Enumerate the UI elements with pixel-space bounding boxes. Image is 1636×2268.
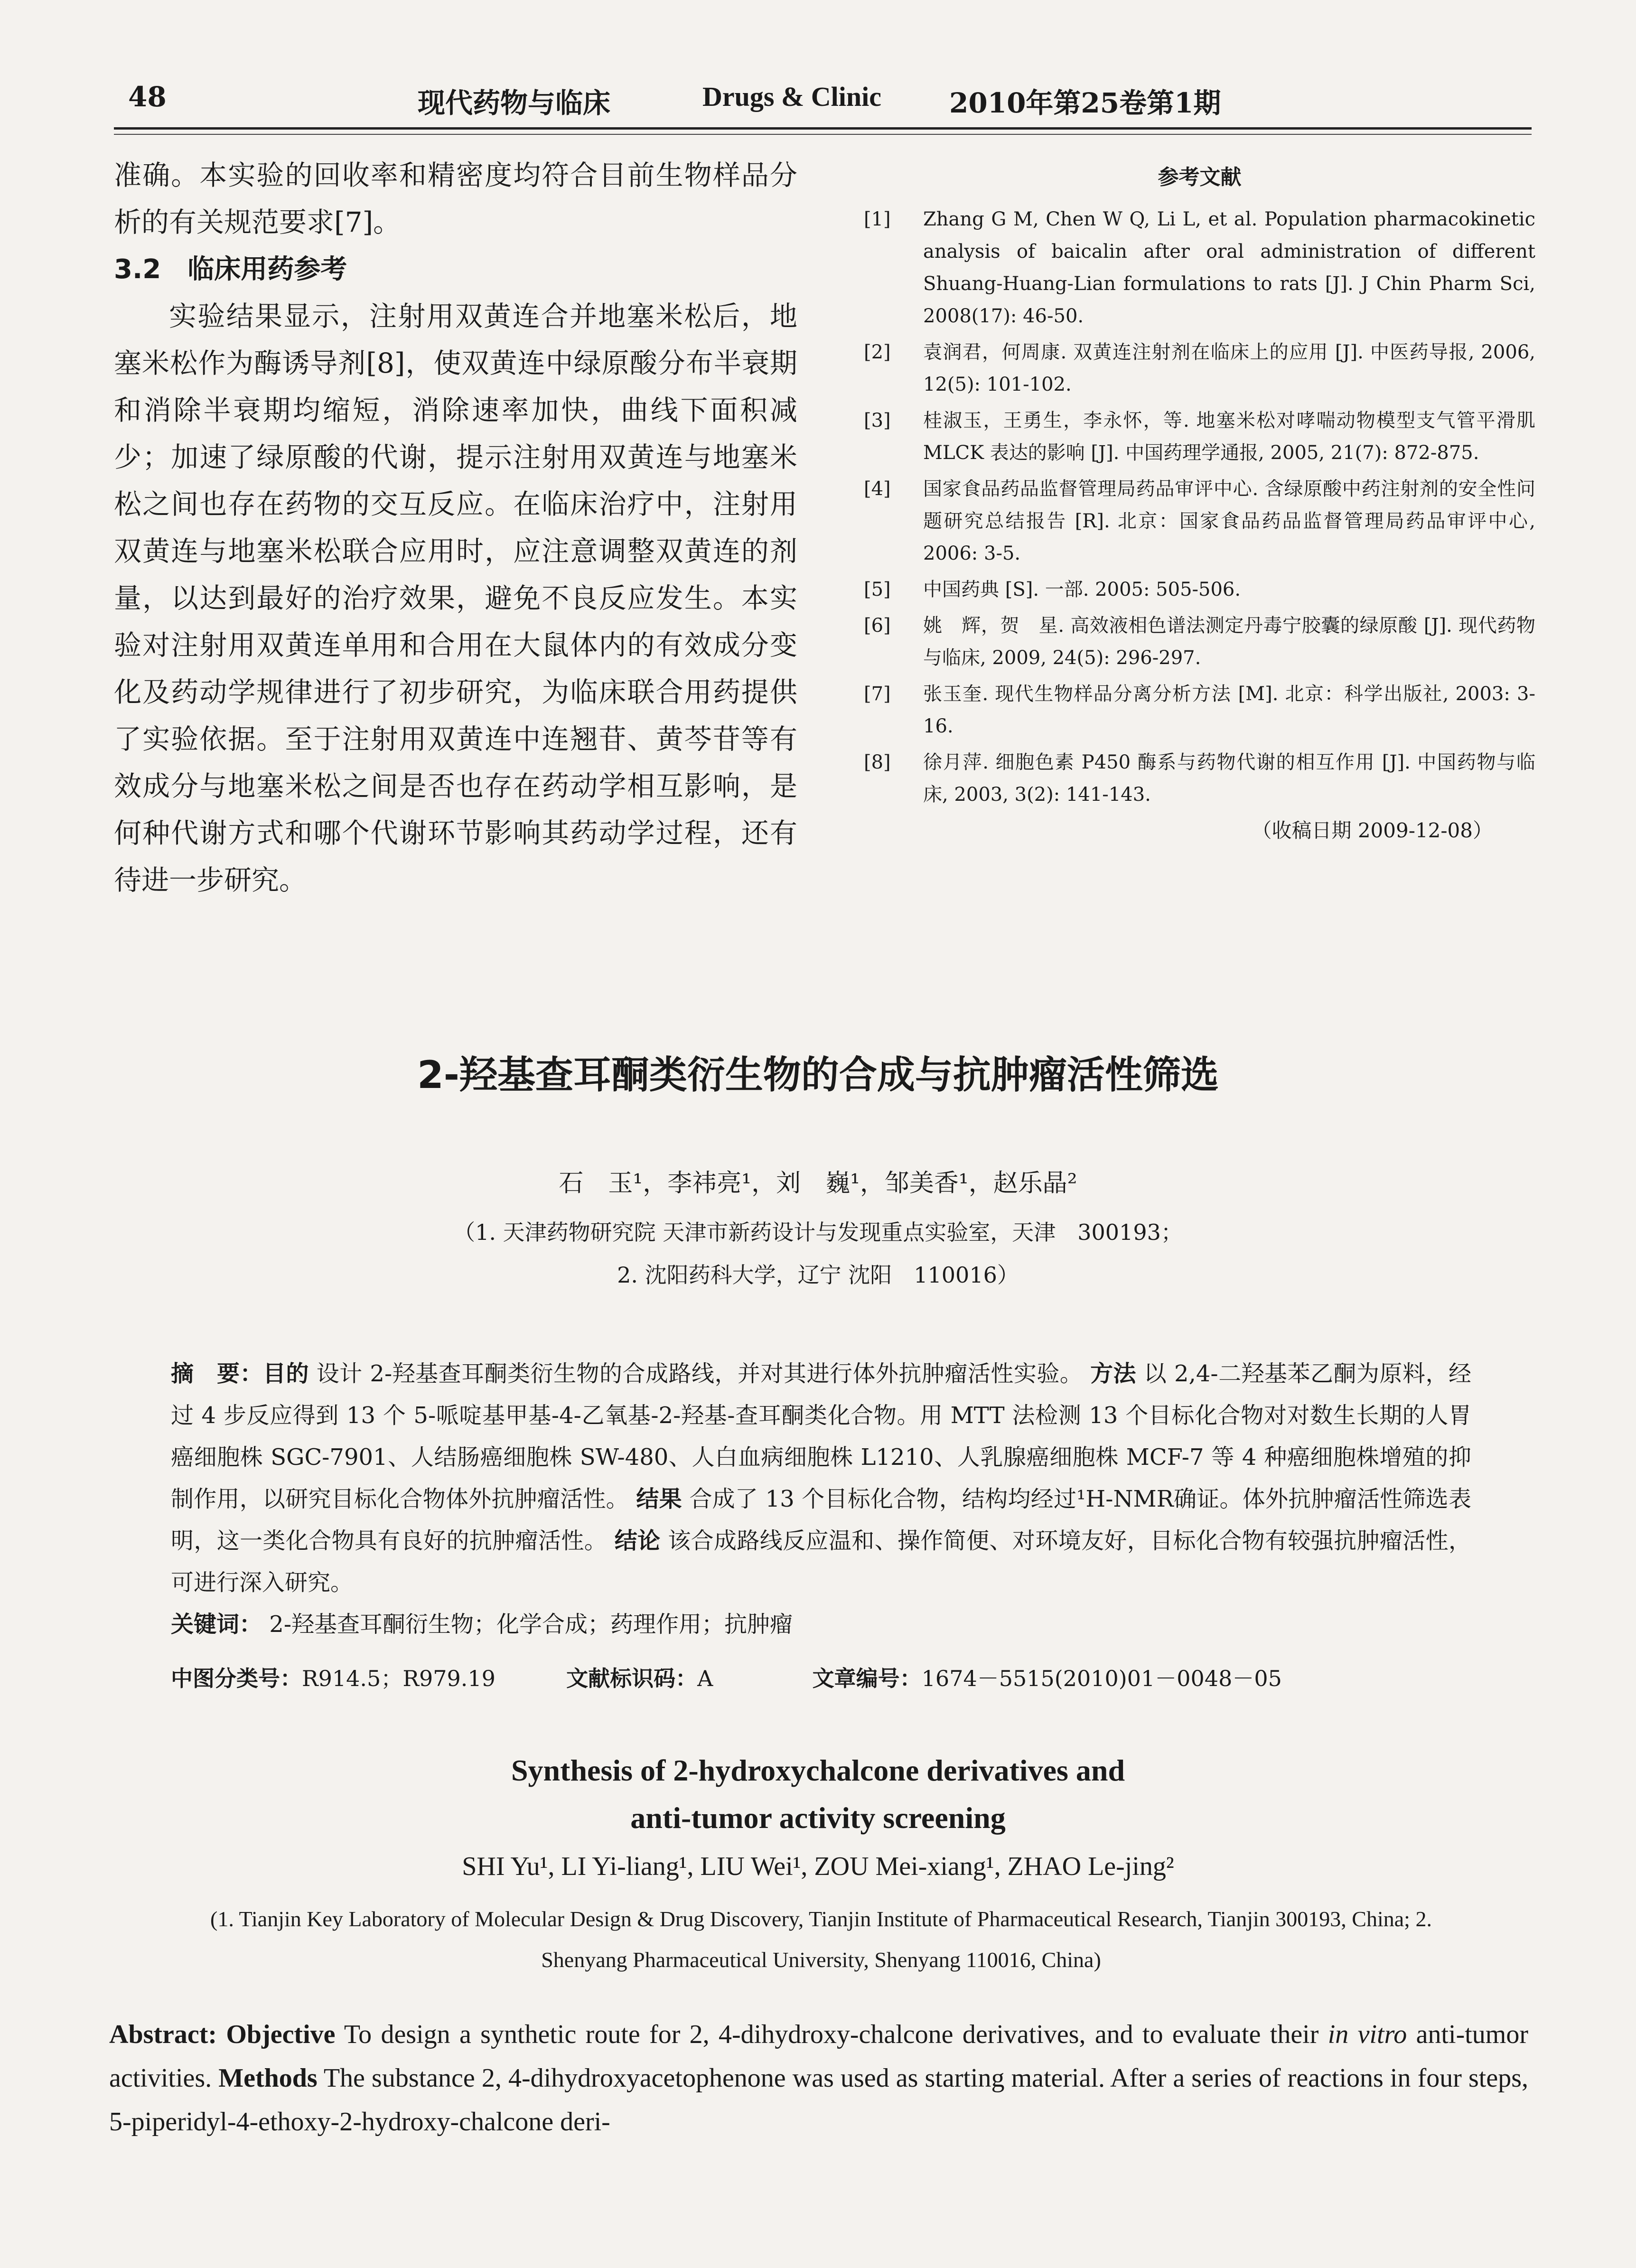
article-no-label: 文章编号： [812, 1666, 922, 1691]
authors-en: SHI Yu¹, LI Yi-liang¹, LIU Wei¹, ZOU Mei-xiang¹, ZHAO Le-jing² [462, 1852, 1174, 1881]
abstract-en-objective: To design a synthetic route for 2, 4-dihydroxy-chalcone derivatives, and to evaluate their [344, 2020, 1319, 2049]
conclusion-label: 结论 [614, 1528, 661, 1554]
section-heading: 3.2 临床用药参考 [114, 254, 347, 285]
ref-text: 袁润君，何周康. 双黄连注射剂在临床上的应用 [J]. 中医药导报, 2006, 12(5): 101-102. [923, 341, 1535, 395]
ref-number: [2] [864, 341, 891, 363]
doc-code-label: 文献标识码： [566, 1666, 698, 1691]
affiliation-cn-2: 2. 沈阳药科大学，辽宁 沈阳 110016） [617, 1262, 1019, 1288]
abstract-label: 摘 要：目的 [171, 1360, 309, 1387]
classification-line [171, 1661, 1282, 1693]
ref-number: [1] [864, 208, 891, 230]
abstract-en-objective-end: anti-tumor activities. [109, 2020, 1529, 2093]
reference-item [864, 678, 1535, 742]
header-rule-thin [114, 134, 1532, 135]
page-number: 48 [128, 81, 167, 113]
ref-text: 张玉奎. 现代生物样品分离分析方法 [M]. 北京：科学出版社, 2003: 3-16. [923, 683, 1535, 737]
keywords-label: 关键词： [171, 1611, 262, 1638]
methods-label: 方法 [1090, 1360, 1137, 1387]
references [864, 161, 1535, 847]
ref-text: 国家食品药品监督管理局药品审评中心. 含绿原酸中药注射剂的安全性问题研究总结报告 [R]. 北京：国家食品药品监督管理局药品审评中心, 2006: 3-5. [923, 478, 1535, 564]
title-en-line-2: anti-tumor activity screening [630, 1801, 1006, 1835]
journal-title-cn: 现代药物与临床 [418, 87, 611, 119]
abstract-en [109, 2013, 1528, 2144]
reference-item [864, 203, 1535, 332]
ref-number: [5] [864, 579, 891, 600]
ref-number: [8] [864, 751, 891, 773]
issue-info: 2010年第25卷第1期 [949, 87, 1221, 119]
ref-number: [4] [864, 478, 891, 500]
keywords: 2-羟基查耳酮衍生物；化学合成；药理作用；抗肿瘤 [269, 1611, 793, 1638]
running-header [114, 76, 1522, 123]
reference-item [864, 404, 1535, 469]
reference-item [864, 746, 1535, 811]
journal-title-en: Drugs & Clinic [702, 81, 881, 112]
in-vitro-italic: in vitro [1327, 2020, 1407, 2049]
ref-number: [3] [864, 410, 891, 431]
received-date: （收稿日期 2009-12-08） [1252, 819, 1493, 842]
left-column [114, 152, 797, 904]
article-no-value: 1674－5515(2010)01－0048－05 [921, 1666, 1282, 1691]
clc-value: R914.5；R979.19 [302, 1666, 495, 1691]
doc-code-value: A [697, 1666, 713, 1691]
abstract-en-label: Abstract: Objective [109, 2020, 336, 2049]
title-en-line-1: Synthesis of 2-hydroxychalcone derivatives and [511, 1753, 1125, 1787]
clc-label: 中图分类号： [171, 1666, 302, 1691]
ref-number: [6] [864, 615, 891, 637]
methods-en-label: Methods [218, 2063, 318, 2093]
reference-item [864, 473, 1535, 570]
paragraph: 准确。本实验的回收率和精密度均符合目前生物样品分析的有关规范要求[7]。 [114, 159, 797, 238]
ref-text: 桂淑玉，王勇生，李永怀，等. 地塞米松对哮喘动物模型支气管平滑肌 MLCK 表达的影响 [J]. 中国药理学通报, 2005, 21(7): 872-875. [923, 410, 1535, 464]
abstract-objective: 设计 2-羟基查耳酮类衍生物的合成路线，并对其进行体外抗肿瘤活性实验。 [316, 1360, 1083, 1387]
references-title: 参考文献 [1158, 165, 1242, 189]
affiliation-en: (1. Tianjin Key Laboratory of Molecular Design & Drug Discovery, Tianjin Institute of Pharmaceutical Research, Tianjin 300193, China; 2. Shenyang Pharmaceutical University, Shenyang 110016, China) [210, 1907, 1432, 1972]
header-rule-thick [114, 127, 1532, 130]
reference-item [864, 336, 1535, 401]
reference-item [864, 609, 1535, 674]
affiliation-cn-1: （1. 天津药物研究院 天津市新药设计与发现重点实验室，天津 300193； [453, 1219, 1183, 1245]
abstract-cn [171, 1353, 1471, 1645]
authors-cn: 石 玉¹，李祎亮¹，刘 巍¹，邹美香¹，赵乐晶² [559, 1169, 1077, 1198]
article-title-en [0, 1747, 1636, 1842]
keywords-line [171, 1603, 1471, 1645]
ref-text: Zhang G M, Chen W Q, Li L, et al. Population pharmacokinetic analysis of baicalin after oral administration of different Shuang-Huang-Lian formulations to rats [J]. J Chin Pharm Sci, 2008(17): 46-50. [923, 208, 1535, 327]
ref-text: 中国药典 [S]. 一部. 2005: 505-506. [923, 579, 1241, 600]
abstract-results: 合成了 13 个目标化合物，结构均经过¹H-NMR确证。体外抗肿瘤活性筛选表明，这一类化合物具有良好的抗肿瘤活性。 [171, 1486, 1471, 1554]
abstract-methods: 以 2,4-二羟基苯乙酮为原料，经过 4 步反应得到 13 个 5-哌啶基甲基-4-乙氧基-2-羟基-查耳酮类化合物。用 MTT 法检测 13 个目标化合物对对数生长期的人胃癌细胞株 SGC-7901、人结肠癌细胞株 SW-480、人白血病细胞株 L1210、人乳腺癌细胞株 MCF-7 等 4 种癌细胞株增殖的抑制作用，以研究目标化合物体外抗肿瘤活性。 [171, 1360, 1471, 1512]
abstract-conclusion: 该合成路线反应温和、操作简便、对环境友好，目标化合物有较强抗肿瘤活性，可进行深入研究。 [171, 1528, 1471, 1596]
abstract-en-methods: The substance 2, 4-dihydroxyacetophenone was used as starting material. After a series of reactions in four steps, 5-piperidyl-4-ethoxy-2-hydroxy-chalcone deri- [109, 2063, 1529, 2137]
ref-text: 徐月萍. 细胞色素 P450 酶系与药物代谢的相互作用 [J]. 中国药物与临床, 2003, 3(2): 141-143. [923, 751, 1535, 806]
ref-text: 姚 辉，贺 星. 高效液相色谱法测定丹毒宁胶囊的绿原酸 [J]. 现代药物与临床, 2009, 24(5): 296-297. [923, 615, 1535, 669]
abstract-cn-body [171, 1353, 1471, 1603]
paragraph: 实验结果显示，注射用双黄连合并地塞米松后，地塞米松作为酶诱导剂[8]，使双黄连中绿原酸分布半衰期和消除半衰期均缩短，消除速率加快，曲线下面积减少；加速了绿原酸的代谢，提示注射用双黄连与地塞米松之间也存在药物的交互反应。在临床治疗中，注射用双黄连与地塞米松联合应用时，应注意调整双黄连的剂量，以达到最好的治疗效果，避免不良反应发生。本实验对注射用双黄连单用和合用在大鼠体内的有效成分变化及药动学规律进行了初步研究，为临床联合用药提供了实验依据。至于注射用双黄连中连翘苷、黄芩苷等有效成分与地塞米松之间是否也存在药动学相互影响，是何种代谢方式和哪个代谢环节影响其药动学过程，还有待进一步研究。 [114, 300, 797, 896]
results-label: 结果 [636, 1486, 682, 1512]
ref-number: [7] [864, 683, 891, 705]
reference-item [864, 573, 1535, 606]
article-title-cn: 2-羟基查耳酮类衍生物的合成与抗肿瘤活性筛选 [417, 1053, 1219, 1097]
